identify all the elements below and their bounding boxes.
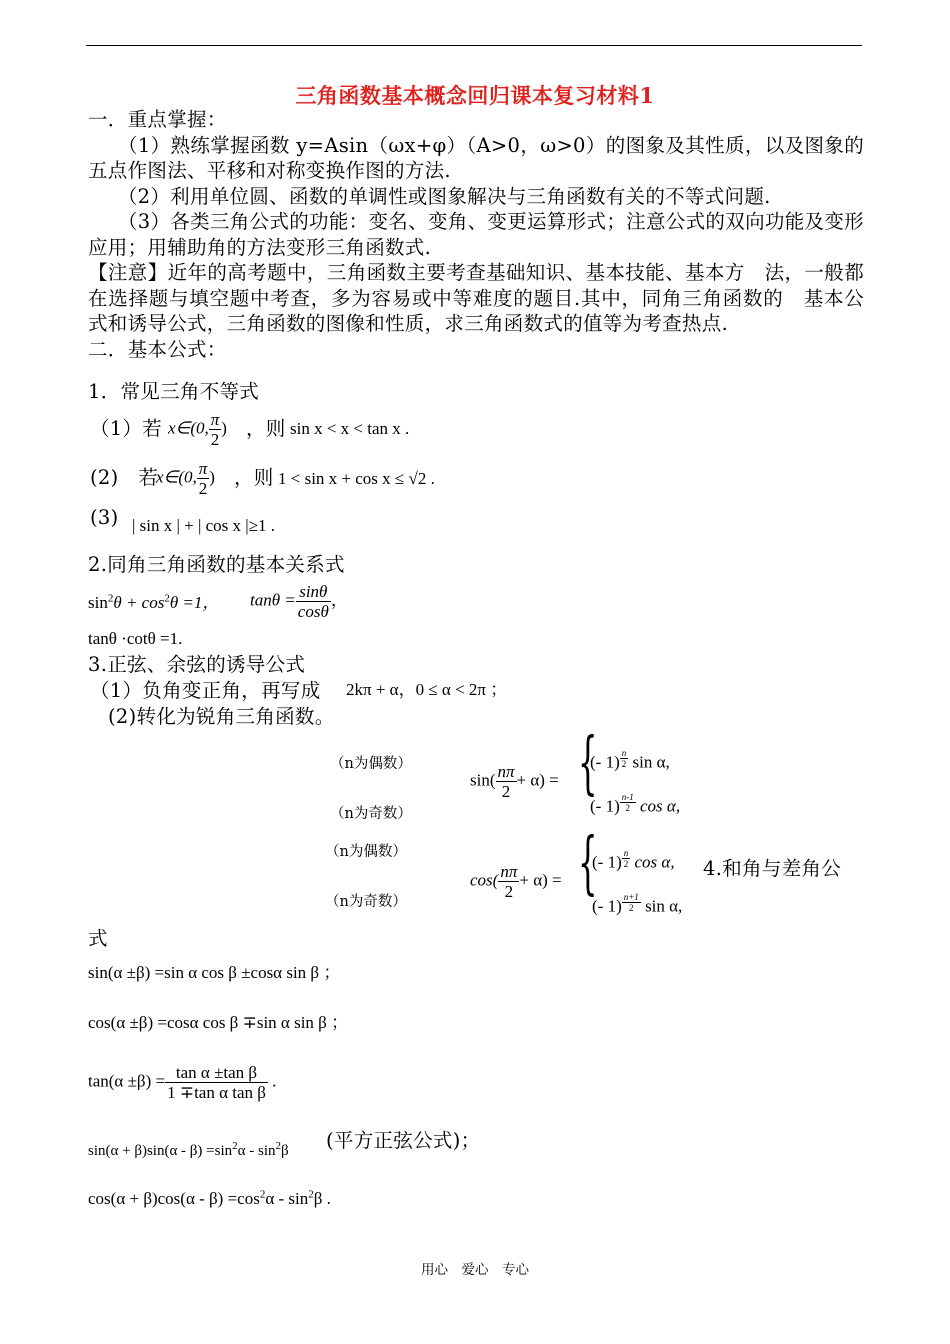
section-1-heading: 一．重点掌握： [88,108,227,131]
formula-sin-sum: sin(α ±β) =sin α cos β ±cosα sin β ； [88,963,341,982]
cos-n-odd-note: （n为奇数） [325,894,407,910]
tan-cot-identity: tanθ ·cotθ =1. [88,629,183,648]
ineq-2-interval: x∈(0, $\frac{\pi}{2}$ ) [156,459,215,498]
subsection-4-title-b: 式 [88,927,108,950]
sin-case-brace: { [578,724,598,803]
cos-n-even-note: （n为偶数） [325,844,407,860]
ineq-1-then: ，则 [246,417,286,440]
point-3: （3）各类三角公式的功能：变名、变角、变更运算形式；注意公式的双向功能及变形应用；用辅助角的方法变形三角函数式. [88,210,864,259]
ineq-2-formula: 1 < sin x + cos x ≤ √2 . [278,469,435,488]
subsection-1-title: 1．常见三角不等式 [88,380,260,403]
formula-cos-sum: cos(α ±β) =cosα cos β ∓sin α sin β ； [88,1013,349,1032]
ineq-3-label: (3) [90,506,119,529]
sin-case-odd: (- 1) $^{\frac{n-1}{2}}$ cos α, [590,792,681,816]
pythagorean-identity: $\sin^2\theta + \cos^2\theta =1$， [88,592,220,612]
sin-case-even: (- 1) $^{\frac{n}{2}}$ sin α, [590,748,670,772]
ineq-2-label: (2) 若 [90,466,159,489]
induction-step-1: （1）负角变正角，再写成 [90,679,321,702]
formula-tan-sum: tan(α ±β) = $\frac{\text{tan α ±tan β}}{\text{1 ∓tan α tan β}}$ . [88,1063,277,1102]
ineq-3-formula: | sin x | + | cos x |≥1 . [132,516,276,535]
ineq-1-label: （1）若 [90,417,163,440]
ineq-2-then: ，则 [234,466,274,489]
sin-induction-lhs: sin( $\frac{n\pi}{2}$ + α) = [470,762,559,801]
cos-case-odd: (- 1) $^{\frac{n+1}{2}}$ sin α, [592,892,683,916]
cos-case-brace: { [578,824,598,903]
subsection-3-title: 3.正弦、余弦的诱导公式 [88,653,306,676]
formula-square-cosine: $\cos(\alpha + \beta)\cos(\alpha - \beta) =\cos^2\alpha - \sin^2\beta$ . [88,1188,331,1208]
sin-n-even-note: （n为偶数） [330,756,412,772]
induction-step-2: (2)转化为锐角三角函数。 [108,705,335,728]
induction-step-1-formula: 2kπ + α，0 ≤ α < 2π ； [346,680,508,699]
section-1 [88,107,864,362]
square-sine-label: (平方正弦公式)； [326,1129,481,1152]
subsection-4-title-a: 4.和角与差角公 [703,857,842,880]
point-2: （2）利用单位圆、函数的单调性或图象解决与三角函数有关的不等式问题. [88,184,771,208]
sin-n-odd-note: （n为奇数） [330,806,412,822]
ineq-1-interval: x∈(0, $\frac{\pi}{2}$ ) [168,410,227,449]
point-1: （1）熟练掌握函数 y=Asin（ωx+φ）（A>0，ω>0）的图象及其性质，以及图象的五点作图法、平移和对称变换作图的方法. [88,133,864,182]
attention-note: 【注意】近年的高考题中，三角函数主要考查基础知识、基本技能、基本方 法，一般都在选择题与填空题中考查，多为容易或中等难度的题目.其中，同角三角函数的 基本公式和诱导公式，三角函数的图像和性质，求三角函数式的值等为考查热点. [88,261,864,335]
subsection-2-title: 2.同角三角函数的基本关系式 [88,553,345,576]
document-title: 三角函数基本概念回归课本复习材料1 [295,83,655,108]
cos-case-even: (- 1) $^{\frac{n}{2}}$ cos α, [592,848,675,872]
formula-square-sine: $\sin(\alpha + \beta)\sin(\alpha - \beta) =\sin^2\alpha - \sin^2\beta$ [88,1140,289,1159]
page-footer: 用心 爱心 专心 [421,1262,529,1278]
ineq-1-formula: sin x < x < tan x . [290,419,410,438]
cos-induction-lhs: cos( $\frac{n\pi}{2}$ + α) = [470,862,562,901]
tan-identity: tanθ = $\frac{\sin\theta}{\cos\theta}$ ， [250,582,348,621]
section-2-heading: 二．基本公式： [88,337,227,361]
header-rule [86,45,862,46]
